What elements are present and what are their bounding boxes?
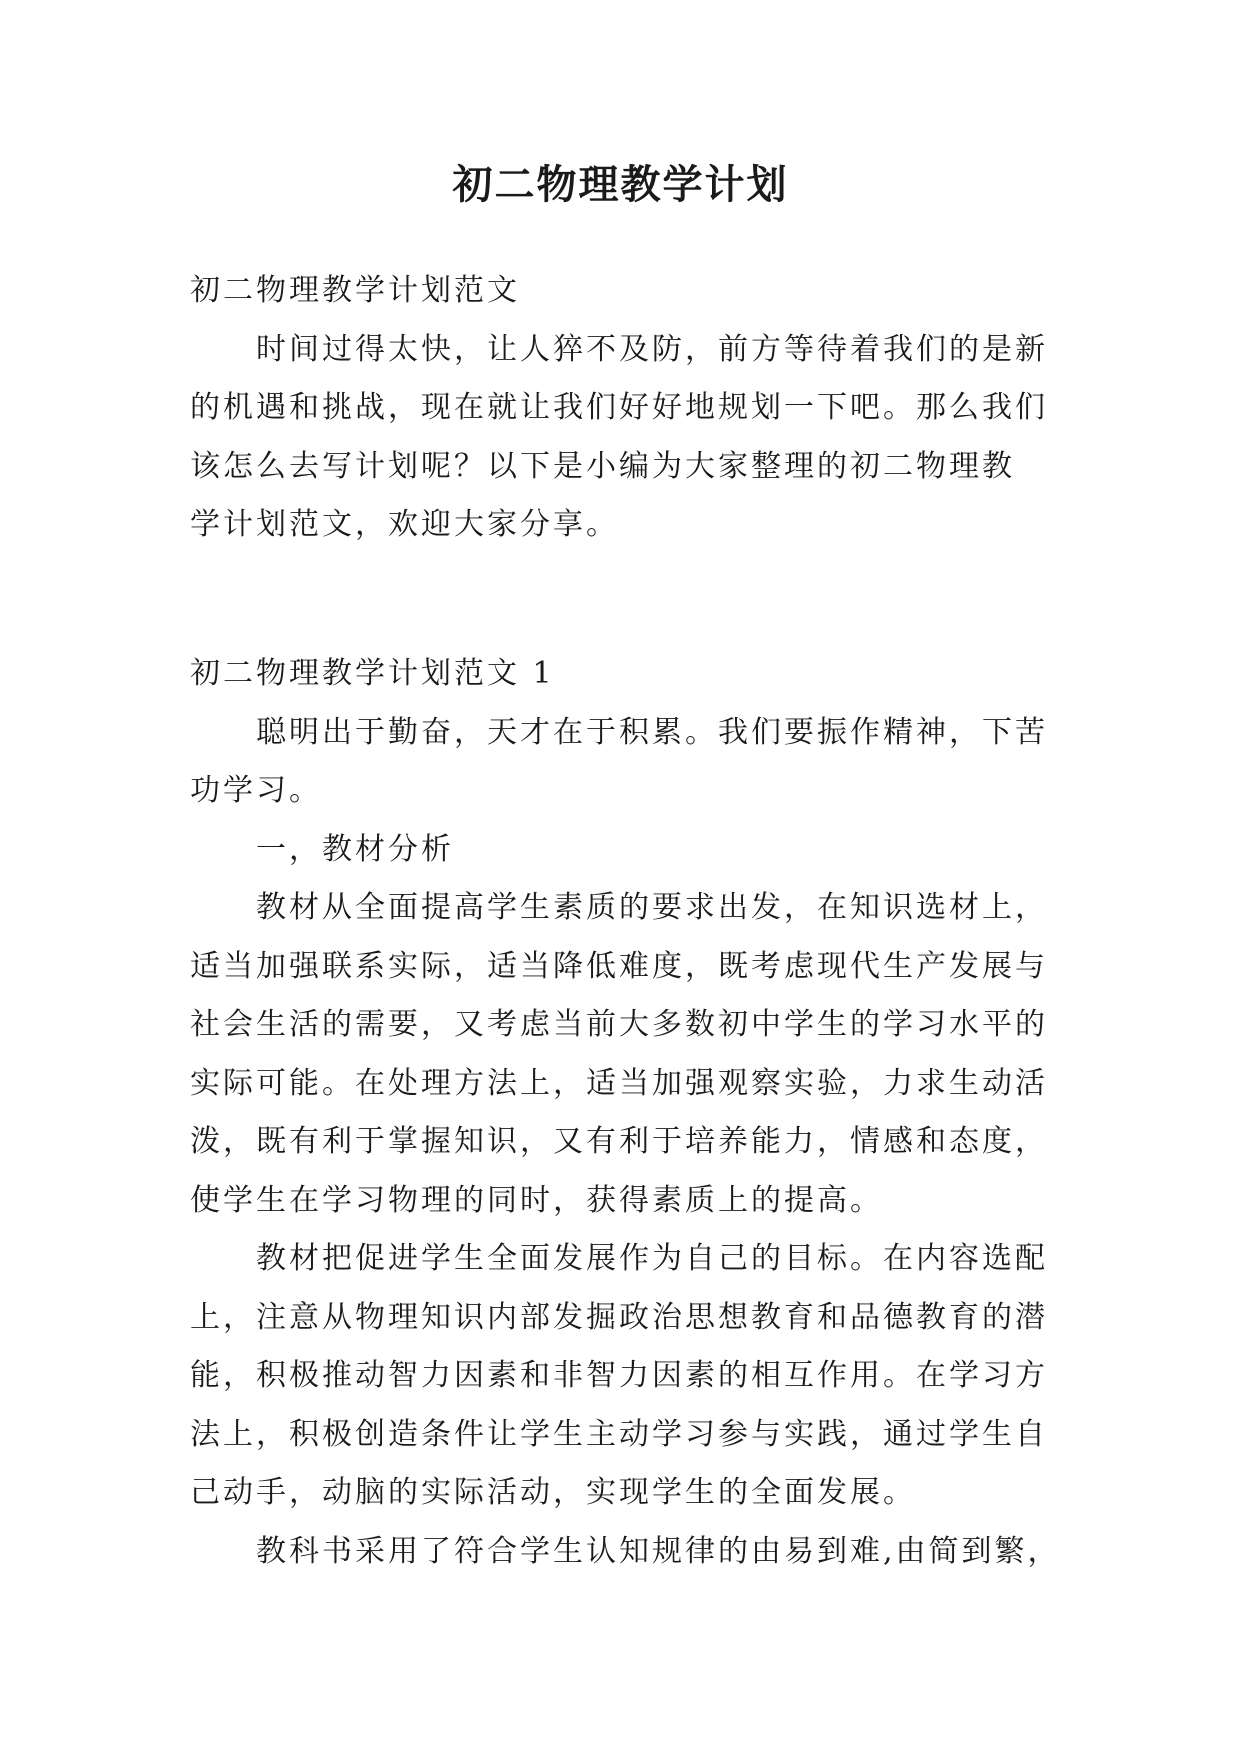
text-line: 能，积极推动智力因素和非智力因素的相互作用。在学习方 — [190, 1358, 1048, 1393]
text-line: 教材把促进学生全面发展作为自己的目标。在内容选配 — [256, 1241, 1048, 1276]
text-line: 初二物理教学计划范文 — [190, 273, 520, 308]
blank-line — [190, 571, 1050, 630]
text-line: 的机遇和挑战，现在就让我们好好地规划一下吧。那么我们 — [190, 390, 1048, 425]
text-line: 使学生在学习物理的同时，获得素质上的提高。 — [190, 1182, 883, 1218]
text-line: 聪明出于勤奋，天才在于积累。我们要振作精神，下苦 — [256, 714, 1048, 750]
text-line: 己动手，动脑的实际活动，实现学生的全面发展。 — [190, 1475, 916, 1510]
text-line: 该怎么去写计划呢？以下是小编为大家整理的初二物理教 — [190, 448, 1015, 484]
text-line: 学计划范文，欢迎大家分享。 — [190, 507, 619, 542]
text-line: 实际可能。在处理方法上，适当加强观察实验，力求生动活 — [190, 1065, 1048, 1101]
text-line: 泼，既有利于掌握知识，又有利于培养能力，情感和态度， — [190, 1124, 1048, 1159]
document-title: 初二物理教学计划 — [452, 161, 789, 208]
text-line: 初二物理教学计划范文 1 — [190, 656, 555, 691]
text-line: 一，教材分析 — [256, 831, 454, 867]
text-line: 教科书采用了符合学生认知规律的由易到难,由简到繁， — [256, 1533, 1061, 1569]
document-body — [190, 262, 1061, 1581]
text-line: 教材从全面提高学生素质的要求出发，在知识选材上， — [256, 890, 1048, 925]
text-line: 法上，积极创造条件让学生主动学习参与实践，通过学生自 — [190, 1416, 1048, 1452]
text-line: 时间过得太快，让人猝不及防，前方等待着我们的是新 — [256, 331, 1048, 367]
text-line: 功学习。 — [190, 773, 322, 808]
text-line: 社会生活的需要，又考虑当前大多数初中学生的学习水平的 — [190, 1007, 1048, 1042]
text-line: 适当加强联系实际，适当降低难度，既考虑现代生产发展与 — [190, 948, 1048, 984]
text-line: 上，注意从物理知识内部发掘政治思想教育和品德教育的潜 — [190, 1299, 1048, 1335]
